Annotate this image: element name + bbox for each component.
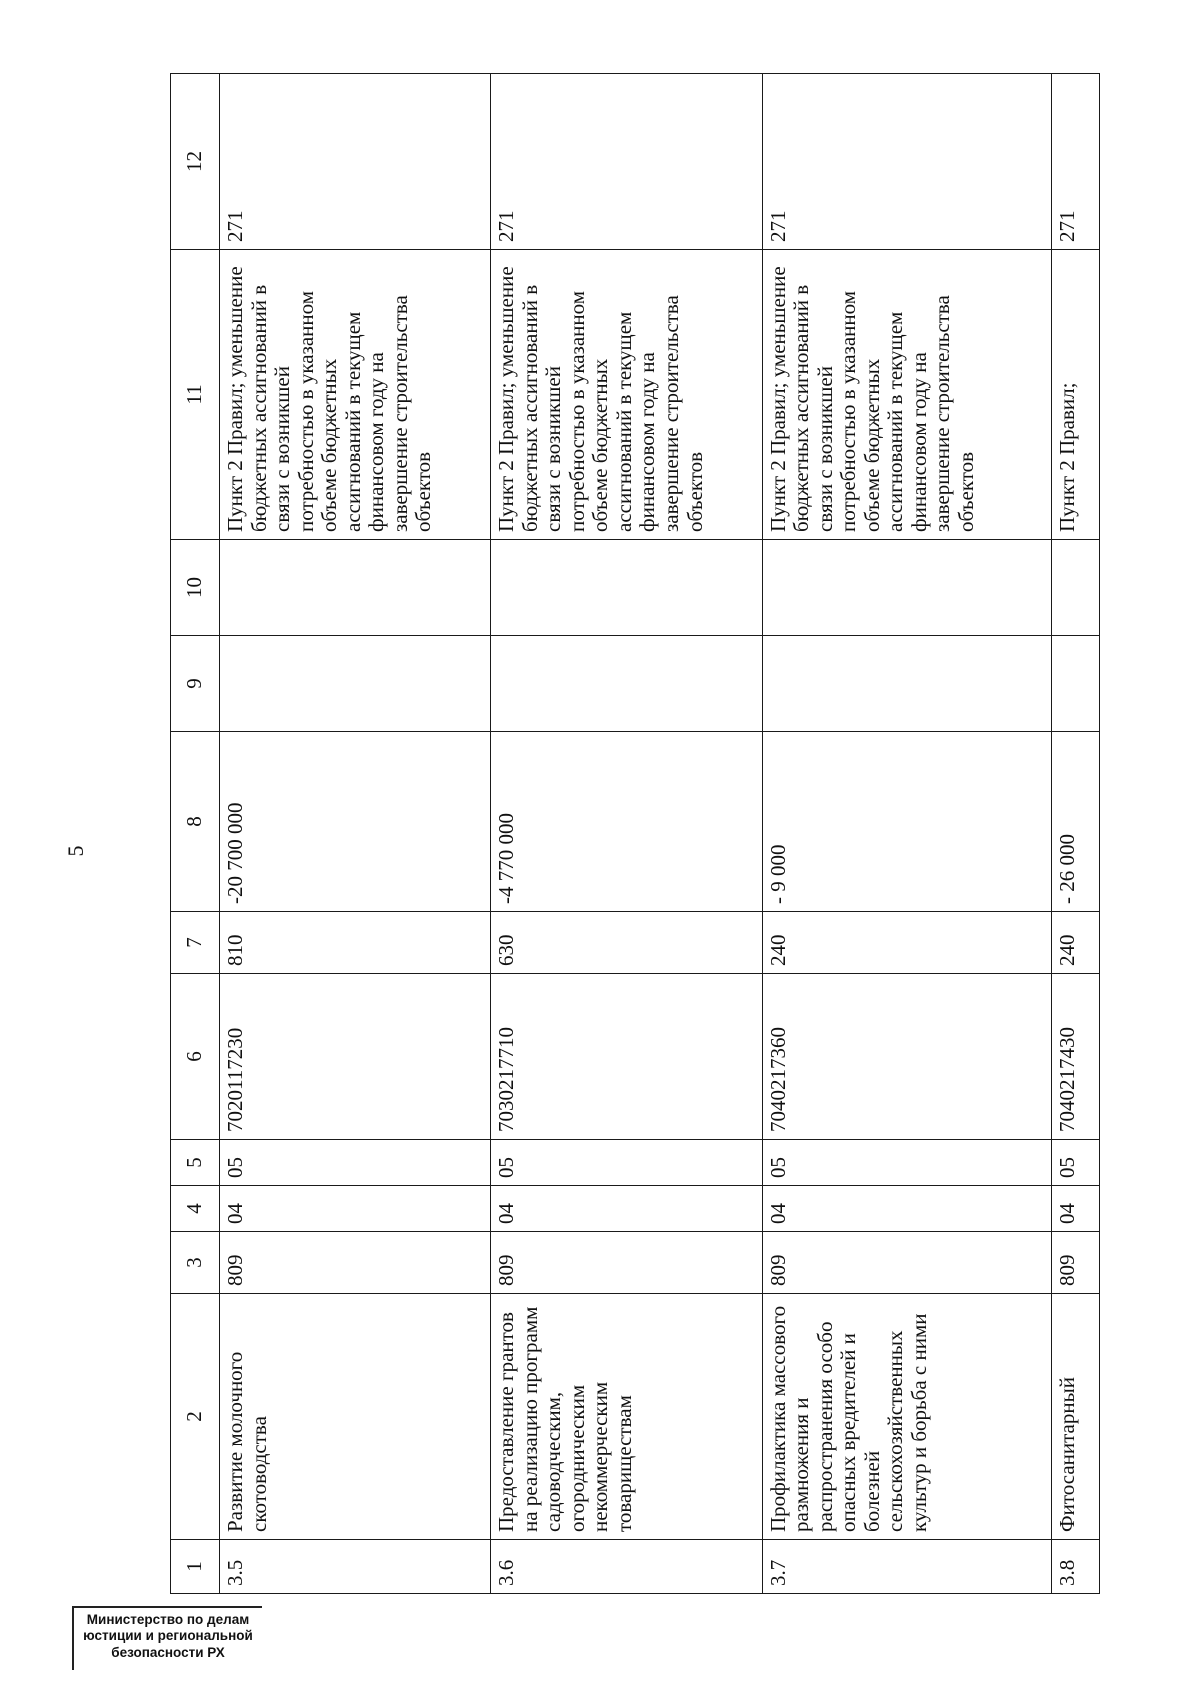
column-header: 4 [171,1186,220,1232]
amount-cell: - 9 000 [762,732,1051,912]
item-name-cell: Профилактика массового размножения и распространения особо опасных вредителей и болезней сельскохозяйственных культур и борьба с ними [762,1294,1051,1540]
table-row [220,74,491,1594]
column-header: 10 [171,540,220,636]
row-number-cell: 3.5 [220,1540,491,1594]
subsection-cell: 05 [762,1140,1051,1186]
target-article-cell: 7030217710 [491,974,762,1140]
column-10-cell [1051,540,1099,636]
column-header: 11 [171,250,220,540]
code-cell: 809 [762,1232,1051,1294]
column-header: 3 [171,1232,220,1294]
item-name-cell: Фитосанитарный [1051,1294,1099,1540]
column-12-cell: 271 [220,74,491,250]
column-12-cell: 271 [1051,74,1099,250]
column-10-cell [762,540,1051,636]
column-header: 8 [171,732,220,912]
basis-cell: Пункт 2 Правил; уменьшение бюджетных ассигнований в связи с возникшей потребностью в указанном объеме бюджетных ассигнований в текущем финансовом году на завершение строительства объектов [762,250,1051,540]
row-number-cell: 3.6 [491,1540,762,1594]
budget-table [170,73,1100,1594]
target-article-cell: 7040217430 [1051,974,1099,1140]
amount-cell: -4 770 000 [491,732,762,912]
code-cell: 809 [491,1232,762,1294]
column-9-cell [491,636,762,732]
column-12-cell: 271 [491,74,762,250]
section-cell: 04 [220,1186,491,1232]
section-cell: 04 [762,1186,1051,1232]
row-number-cell: 3.7 [762,1540,1051,1594]
column-header: 2 [171,1294,220,1540]
subsection-cell: 05 [1051,1140,1099,1186]
table-row [491,74,762,1594]
amount-cell: - 26 000 [1051,732,1099,912]
column-9-cell [762,636,1051,732]
target-article-cell: 7020117230 [220,974,491,1140]
ministry-stamp [72,1606,262,1670]
section-cell: 04 [1051,1186,1099,1232]
column-header: 9 [171,636,220,732]
column-12-cell: 271 [762,74,1051,250]
item-name-cell: Развитие молочного скотоводства [220,1294,491,1540]
budget-table-wrapper [170,74,1100,1594]
table-row [1051,74,1099,1594]
expense-type-cell: 240 [762,912,1051,974]
column-header: 12 [171,74,220,250]
expense-type-cell: 810 [220,912,491,974]
code-cell: 809 [220,1232,491,1294]
stamp-line: безопасности РХ [111,1644,225,1660]
column-9-cell [1051,636,1099,732]
subsection-cell: 05 [491,1140,762,1186]
column-header: 7 [171,912,220,974]
stamp-line: юстиции и региональной [83,1628,253,1644]
page-number: 5 [63,845,88,857]
amount-cell: -20 700 000 [220,732,491,912]
column-header: 5 [171,1140,220,1186]
table-row [762,74,1051,1594]
row-number-cell: 3.8 [1051,1540,1099,1594]
column-10-cell [220,540,491,636]
column-9-cell [220,636,491,732]
basis-cell: Пункт 2 Правил; уменьшение бюджетных ассигнований в связи с возникшей потребностью в указанном объеме бюджетных ассигнований в текущем финансовом году на завершение строительства объектов [491,250,762,540]
column-header: 1 [171,1540,220,1594]
table-header-row [171,74,220,1594]
column-10-cell [491,540,762,636]
stamp-line: Министерство по делам [86,1612,250,1627]
basis-cell: Пункт 2 Правил; [1051,250,1099,540]
section-cell: 04 [491,1186,762,1232]
expense-type-cell: 240 [1051,912,1099,974]
column-header: 6 [171,974,220,1140]
code-cell: 809 [1051,1232,1099,1294]
target-article-cell: 7040217360 [762,974,1051,1140]
item-name-cell: Предоставление грантов на реализацию программ садоводческим, огородническим некоммерческим товариществам [491,1294,762,1540]
basis-cell: Пункт 2 Правил; уменьшение бюджетных ассигнований в связи с возникшей потребностью в указанном объеме бюджетных ассигнований в текущем финансовом году на завершение строительства объектов [220,250,491,540]
expense-type-cell: 630 [491,912,762,974]
subsection-cell: 05 [220,1140,491,1186]
